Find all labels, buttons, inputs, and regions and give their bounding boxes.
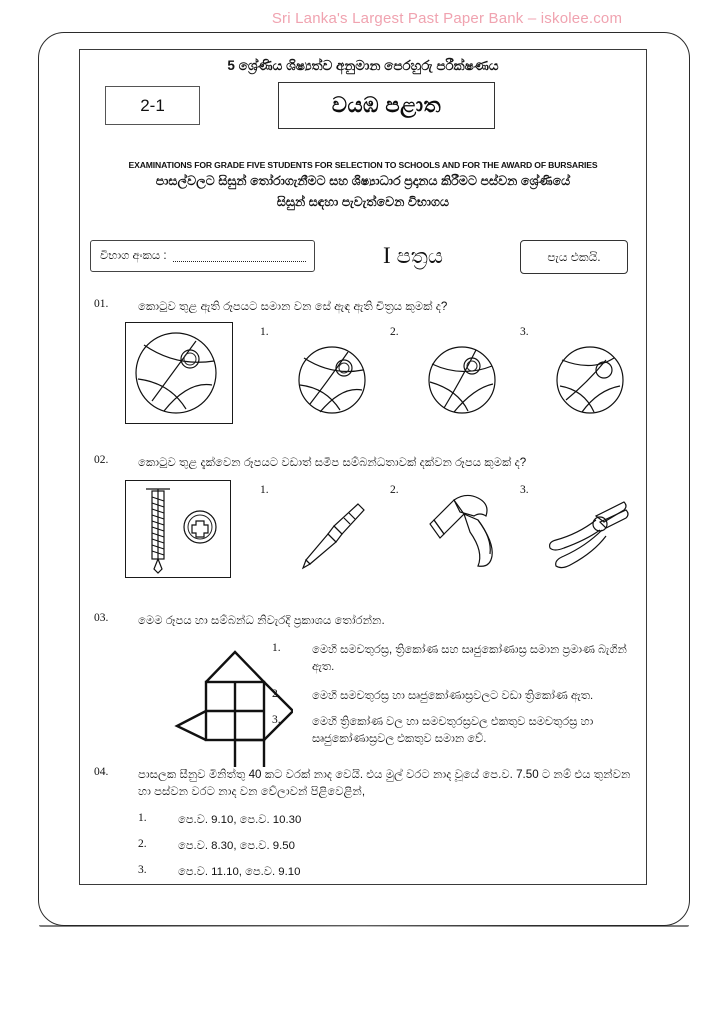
paper-roman-numeral: I <box>383 243 391 268</box>
index-number-field[interactable] <box>90 240 315 272</box>
question-2-text: කොටුව තුළ දැක්වෙන රූපයට වඩාත් සමීප සම්බන්ධතාවක් දක්වන රූපය කුමක් ද? <box>138 456 527 469</box>
screw-reference <box>126 481 228 575</box>
page-title: 5 ශ්‍රේණිය ශිෂ්‍යත්ව අනුමාන පෙරහුරු පරීක්ෂණය <box>227 58 499 73</box>
scanned-exam-page <box>38 32 690 926</box>
question-1-text: කොටුව තුළ ඇති රූපයට සමාන වන සේ ඇඳ ඇති චිත්‍රය කුමක් ද? <box>138 300 448 313</box>
question-3-option-3-text[interactable]: මෙහි ත්‍රිකෝණ වල හා සමචතුරස්‍රවල එකතුව සමචතුරස්‍ර හා සෘජුකෝණාස්‍රවල එකතුව සමාන වේ. <box>312 716 594 745</box>
question-3-option-2-text[interactable]: මෙහි සමචතුරස්‍ර හා සෘජුකෝණාස්‍රවලට වඩා ත්‍රිකෝණ ඇත. <box>312 690 594 702</box>
question-3-option-2-number[interactable]: 2. <box>272 688 281 700</box>
question-2-option-3-number[interactable]: 3. <box>520 484 529 496</box>
watermark-text: Sri Lanka's Largest Past Paper Bank – iskolee.com <box>271 10 623 27</box>
index-number-label: විභාග අංකය : <box>100 249 167 262</box>
question-2-option-1-number[interactable]: 1. <box>260 484 269 496</box>
beach-ball-option-3[interactable] <box>548 338 632 418</box>
beach-ball-option-2[interactable] <box>420 338 504 418</box>
question-2-figure-box <box>125 480 231 578</box>
question-3-option-1-number[interactable]: 1. <box>272 642 281 654</box>
pliers-icon[interactable] <box>542 496 634 574</box>
question-4-option-3-number[interactable]: 3. <box>138 864 147 876</box>
question-4-option-2-number[interactable]: 2. <box>138 838 147 850</box>
question-3-option-1-text[interactable]: මෙහි සමචතුරස්‍ර, ත්‍රිකෝණ සහ සෘජුකෝණාස්‍ර සමාන ප්‍රමාණ බැගින් ඇත. <box>312 644 627 673</box>
question-4-text: පාසලක සීනුව මිනිත්තු 40 කට වරක් නාද වෙයි. එය මුල් වරට නාද වූයේ පෙ.ව. 7.50 ට නම් එය තුන්වන හා පස්වන වරට නාද වන වේලාවන් පිළිවෙළින්, <box>138 768 631 798</box>
site-watermark <box>0 10 724 27</box>
question-4-option-3-text[interactable]: පෙ.ව. 11.10, පෙ.ව. 9.10 <box>178 866 301 878</box>
screwdriver-icon[interactable] <box>294 496 374 574</box>
paper-code-box: 2-1 <box>105 86 200 125</box>
squares-triangles-figure <box>168 642 293 767</box>
question-1-number: 01. <box>94 298 109 310</box>
beach-ball-reference <box>126 323 230 421</box>
hammer-icon[interactable] <box>420 490 510 574</box>
question-1-figure-box <box>125 322 233 424</box>
question-3-text: මෙම රූපය හා සම්බන්ධ නිවැරදි ප්‍රකාශය තෝරන්න. <box>138 614 385 627</box>
question-4-option-1-text[interactable]: පෙ.ව. 9.10, පෙ.ව. 10.30 <box>178 814 302 826</box>
page-inner-border <box>79 49 647 885</box>
question-1-option-2-number[interactable]: 2. <box>390 326 399 338</box>
question-1-option-3-number[interactable]: 3. <box>520 326 529 338</box>
question-1-option-1-number[interactable]: 1. <box>260 326 269 338</box>
index-number-dotted-line <box>173 251 306 262</box>
sinhala-subtitle-line1: පාසල්වලට සිසුන් තෝරාගැනීමට සහ ශිෂ්‍යාධාර ප්‍රදානය කිරීමට පස්වන ශ්‍රේණියේ <box>155 174 571 188</box>
question-4-option-2-text[interactable]: පෙ.ව. 8.30, පෙ.ව. 9.50 <box>178 840 295 852</box>
question-3-number: 03. <box>94 612 109 624</box>
sinhala-subtitle-line2: සිසුන් සඳහා පැවැත්වෙන විභාගය <box>276 195 450 209</box>
question-4-option-1-number[interactable]: 1. <box>138 812 147 824</box>
paper-word: පත්‍රය <box>396 245 443 268</box>
question-3-option-3-number[interactable]: 3. <box>272 714 281 726</box>
question-4-number: 04. <box>94 766 109 778</box>
province-box: වයඹ පළාත <box>278 82 495 129</box>
beach-ball-option-1[interactable] <box>290 338 374 418</box>
question-2-option-2-number[interactable]: 2. <box>390 484 399 496</box>
question-2-number: 02. <box>94 454 109 466</box>
paper-number <box>338 240 488 273</box>
english-subtitle: EXAMINATIONS FOR GRADE FIVE STUDENTS FOR SELECTION TO SCHOOLS AND FOR THE AWARD OF BURSARIES <box>128 160 598 170</box>
duration-box: පැය එකයි. <box>520 240 628 274</box>
